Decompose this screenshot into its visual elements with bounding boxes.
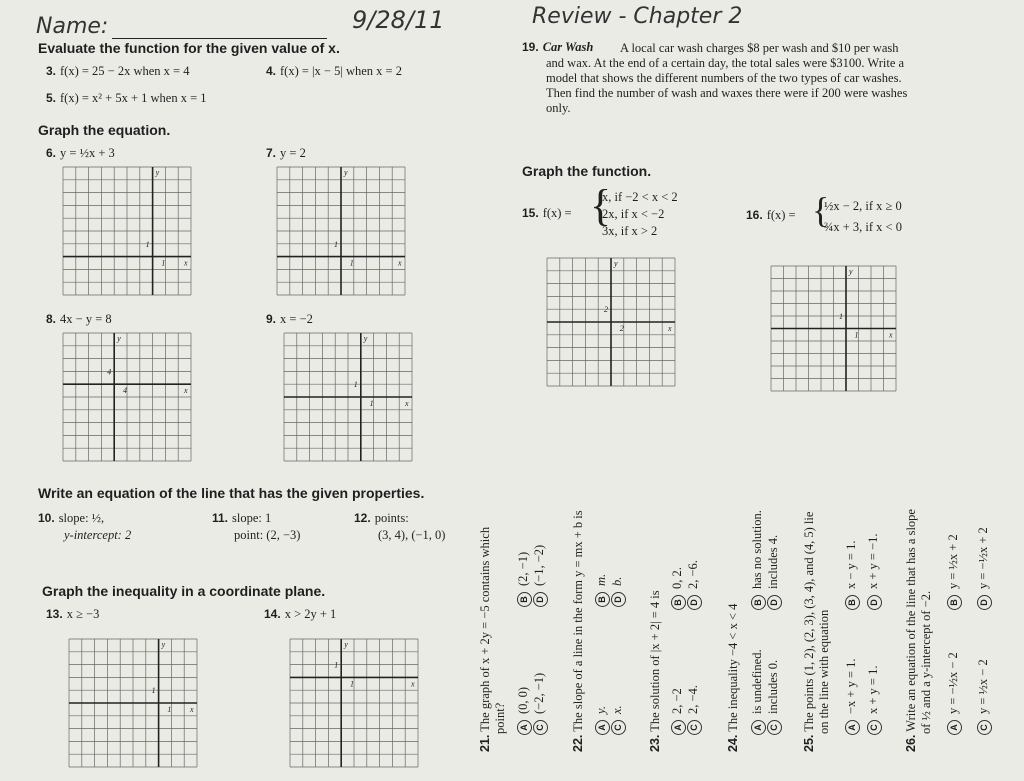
grid-svg [62,330,196,464]
review-title: Review - Chapter 2 [532,4,743,29]
x-tick-label: 1 [161,258,166,268]
name-label: Name: [36,14,327,39]
x-tick-label: 4 [123,386,127,396]
x-axis-label: x [405,399,409,408]
x-tick-label: 1 [369,399,374,408]
q22-choice-a[interactable]: Ay. [594,706,610,735]
q26-choice-b[interactable]: By = ½x + 2 [946,534,962,610]
grid-svg [68,636,202,770]
name-line[interactable] [112,24,327,39]
section-write-equation: Write an equation of the line that has the given properties. [38,485,425,501]
problem-14: 14. x > 2y + 1 [264,607,337,621]
q23-choice-d[interactable]: D2, −6. [686,560,702,610]
q25-choice-c[interactable]: Cx + y = 1. [866,666,882,735]
coordinate-grid-8[interactable] [62,330,196,464]
q22-choice-c[interactable]: Cx. [610,705,626,735]
section-graph-equation: Graph the equation. [38,122,171,138]
y-tick-label: 1 [353,380,358,390]
problem-12: 12. points: (3, 4), (−1, 0) [354,511,446,542]
q26-choice-a[interactable]: Ay = −½x − 2 [946,652,962,735]
q23-choice-c[interactable]: C2, −4. [686,685,702,735]
q21-choice-b[interactable]: B(2, −1) [516,552,532,607]
y-tick-label: 1 [839,312,843,321]
q21-choice-c[interactable]: C(−2, −1) [532,673,548,735]
q25-choice-d[interactable]: Dx + y = −1. [866,533,882,610]
grid-svg [546,255,680,389]
coordinate-grid-9[interactable] [283,330,417,464]
question-26: 26. Write an equation of the line that has a slope of ½ and a y-intercept of −2. [904,509,933,752]
grid-svg [770,263,901,394]
question-25: 25. The points (1, 2), (2, 3), (3, 4), and (4, 5) lie on the line with equation [802,511,831,752]
y-axis-label: y [363,334,368,343]
problem-5: 5. f(x) = x² + 5x + 1 when x = 1 [46,91,207,105]
problem-19-number: 19. Car Wash [522,40,594,54]
y-axis-label: y [344,168,348,177]
y-tick-label: 1 [145,239,150,249]
q22-choice-b[interactable]: Bm. [594,574,610,607]
grid-svg [62,164,196,298]
x-axis-label: x [398,258,402,268]
grid-svg [283,330,417,464]
question-24: 24. The inequality −4 < x < 4 [726,603,740,752]
y-tick-label: 1 [334,239,338,249]
section-graph-inequality: Graph the inequality in a coordinate plane. [42,583,326,599]
problem-16-label: 16. f(x) = [746,208,796,222]
x-axis-label: x [668,324,672,333]
q22-choice-d[interactable]: Db. [610,577,626,607]
x-axis-label: x [889,330,893,340]
problem-3: 3. f(x) = 25 − 2x when x = 4 [46,64,190,78]
q25-choice-a[interactable]: A−x + y = 1. [844,658,860,735]
date-handwritten: 9/28/11 [352,6,445,34]
coordinate-grid-7[interactable] [276,164,410,298]
x-axis-label: x [190,705,194,714]
question-22: 22. The slope of a line in the form y = mx + b is [571,510,585,752]
x-tick-label: 1 [854,330,859,340]
grid-svg [276,164,410,298]
problem-8: 8. 4x − y = 8 [46,312,112,326]
x-axis-label: x [411,679,415,689]
y-axis-label: y [155,168,160,177]
q21-choice-a[interactable]: A(0, 0) [516,687,532,735]
x-tick-label: 2 [619,324,624,333]
coordinate-grid-13[interactable] [68,636,202,770]
section-evaluate: Evaluate the function for the given value of x. [38,40,340,56]
coordinate-grid-6[interactable] [62,164,196,298]
y-tick-label: 2 [604,305,608,315]
problem-6: 6. y = ½x + 3 [46,146,115,160]
q24-choice-b[interactable]: Bhas no solution. [750,510,766,610]
problem-13: 13. x ≥ −3 [46,607,100,621]
q25-choice-b[interactable]: Bx − y = 1. [844,541,860,610]
y-tick-label: 1 [151,686,156,696]
y-tick-label: 4 [107,367,112,377]
q24-choice-d[interactable]: Dincludes 4. [766,535,782,610]
coordinate-grid-15[interactable] [546,255,680,389]
coordinate-grid-14[interactable] [289,636,423,770]
x-tick-label: 1 [349,258,354,268]
y-axis-label: y [344,640,348,649]
problem-4: 4. f(x) = |x − 5| when x = 2 [266,64,402,78]
problem-11: 11. slope: 1 point: (2, −3) [212,511,301,542]
x-axis-label: x [184,258,188,268]
question-23: 23. The solution of |x + 2| = 4 is [648,590,662,752]
problem-15-cases: x, if −2 < x < 2 2x, if x < −2 3x, if x > 2 [602,190,678,238]
problem-16-cases: ½x − 2, if x ≥ 0 ¾x + 3, if x < 0 [824,199,902,234]
problem-16-brace: { [812,190,830,230]
q26-choice-c[interactable]: Cy = ½x − 2 [976,659,992,735]
y-tick-label: 1 [334,660,339,670]
q23-choice-a[interactable]: A2, −2 [670,688,686,735]
problem-10: 10. slope: ½, y-intercept: 2 [38,511,132,542]
problem-15-brace: { [590,181,612,230]
grid-svg [289,636,423,770]
q24-choice-c[interactable]: Cincludes 0. [766,660,782,735]
q23-choice-b[interactable]: B0, 2. [670,567,686,610]
problem-19-text: A local car wash charges $8 per wash and $10 per wash and wax. At the end of a certain day, the total sales were $3100. Write a model that shows the different numbers of the two types of car washes. Then find the number of wash and waxes there were if 200 were washes only. [546,41,908,115]
x-axis-label: x [184,386,188,396]
question-21: 21. The graph of x + 2y = −5 contains which point? [478,526,507,752]
q21-choice-d[interactable]: D(−1, −2) [532,545,548,607]
y-axis-label: y [849,267,853,276]
y-axis-label: y [614,259,618,268]
x-tick-label: 1 [350,679,354,689]
y-axis-label: y [117,334,121,343]
q26-choice-d[interactable]: Dy = −½x + 2 [976,527,992,610]
q24-choice-a[interactable]: Ais undefined. [750,649,766,735]
section-graph-function: Graph the function. [522,163,652,179]
problem-9: 9. x = −2 [266,312,313,326]
coordinate-grid-16[interactable] [770,263,901,394]
x-tick-label: 1 [167,705,172,714]
problem-7: 7. y = 2 [266,146,306,160]
problem-15-label: 15. f(x) = [522,206,572,220]
y-axis-label: y [161,640,166,649]
